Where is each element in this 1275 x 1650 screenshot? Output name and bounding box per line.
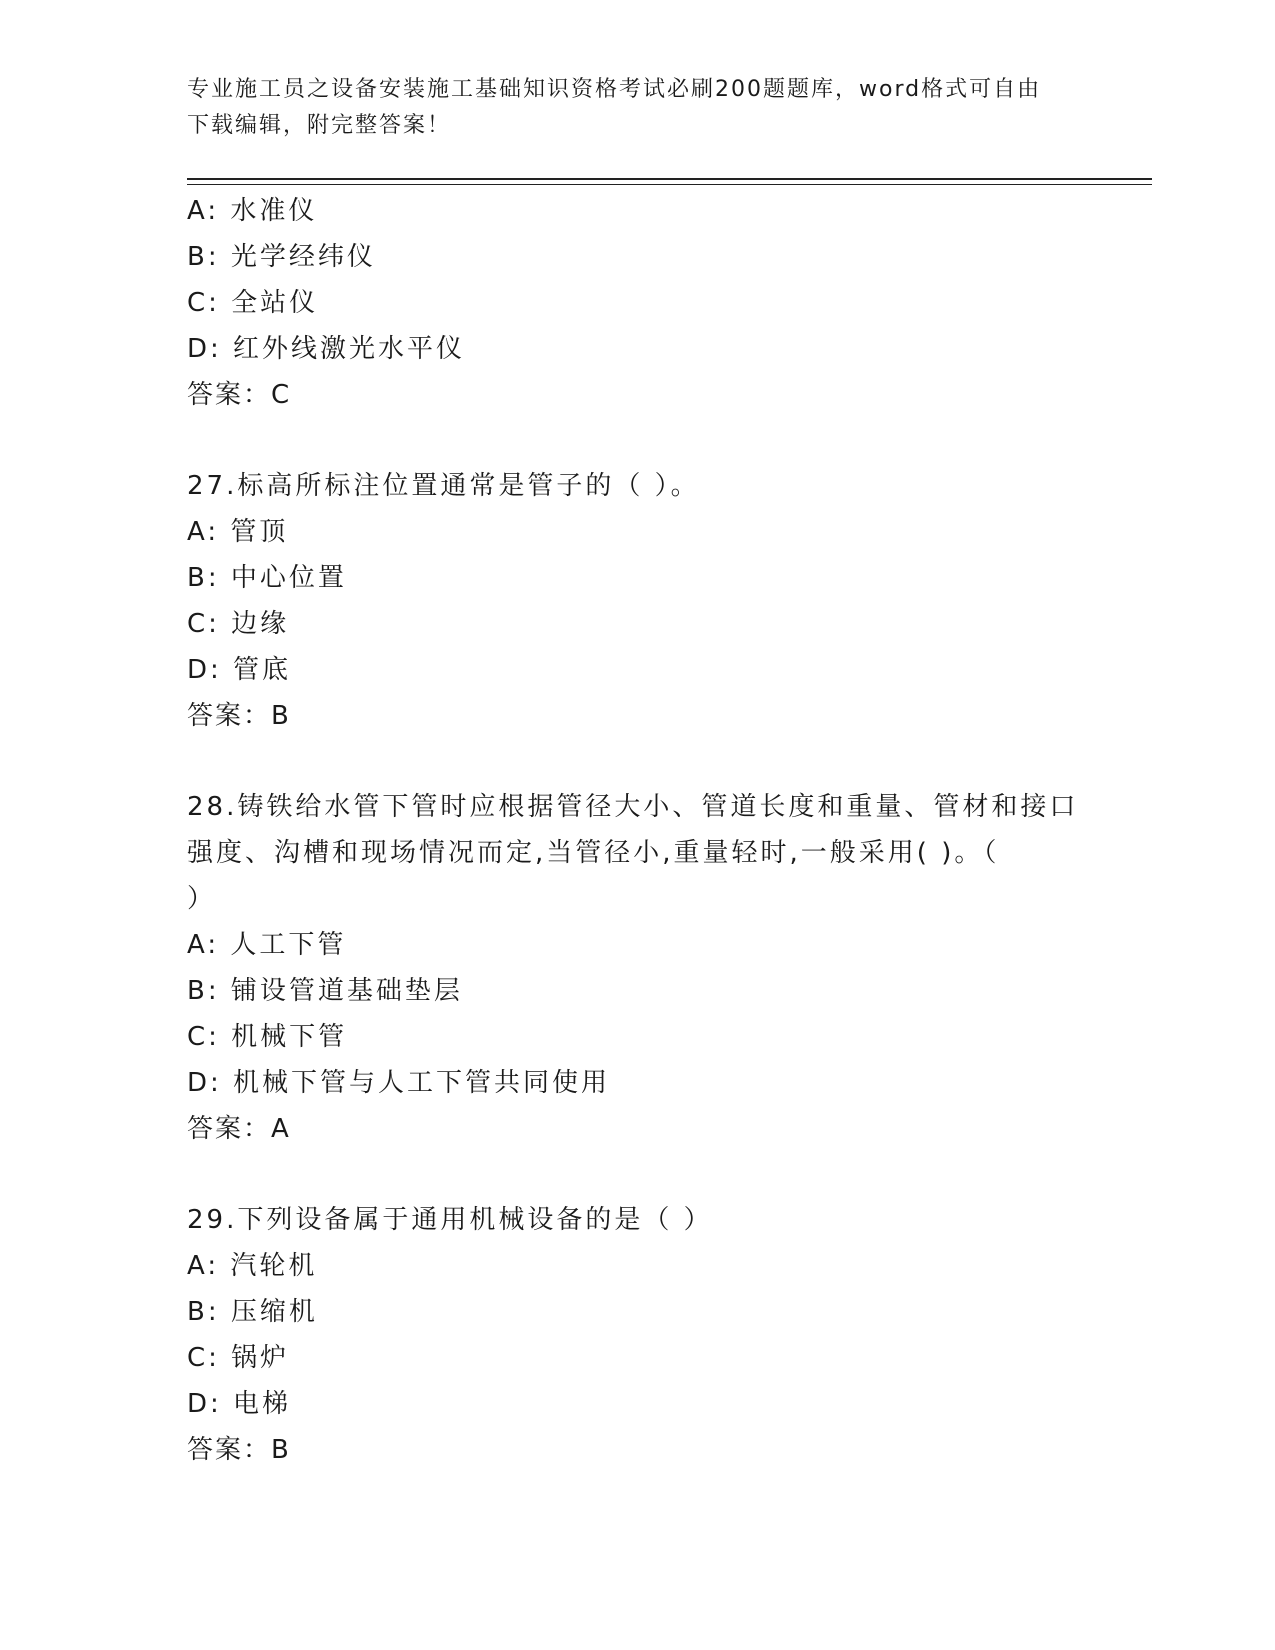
header-divider-thin	[187, 184, 1152, 185]
question-text-line-3: ）	[187, 884, 217, 914]
option-a: A: 汽轮机	[187, 1251, 318, 1281]
option-b: B: 中心位置	[187, 563, 347, 593]
option-c: C: 机械下管	[187, 1022, 348, 1052]
option-a: A: 人工下管	[187, 930, 347, 960]
answer-line: 答案：C	[187, 380, 292, 410]
option-b: B: 光学经纬仪	[187, 242, 376, 272]
option-c: C: 锅炉	[187, 1343, 290, 1373]
header-line-2: 下载编辑，附完整答案！	[187, 113, 452, 138]
spacer	[187, 739, 1087, 784]
answer-line: 答案：A	[187, 1114, 291, 1144]
spacer	[187, 1152, 1087, 1197]
question-text: 29.下列设备属于通用机械设备的是（ ）	[187, 1205, 713, 1235]
question-text: 27.标高所标注位置通常是管子的（ ）。	[187, 471, 700, 501]
question-text-line-2: 强度、沟槽和现场情况而定,当管径小,重量轻时,一般采用( )。（	[187, 838, 1000, 868]
header-line-1: 专业施工员之设备安装施工基础知识资格考试必刷200题题库，word格式可自由	[187, 77, 1042, 102]
question-text-line-1: 28.铸铁给水管下管时应根据管径大小、管道长度和重量、管材和接口	[187, 792, 1079, 822]
header-divider-thick	[187, 178, 1152, 180]
question-26	[187, 188, 1087, 418]
answer-line: 答案：B	[187, 1435, 291, 1465]
question-29	[187, 1197, 1087, 1473]
option-b: B: 压缩机	[187, 1297, 318, 1327]
option-c: C: 边缘	[187, 609, 290, 639]
option-d: D: 管底	[187, 655, 292, 685]
option-a: A: 水准仪	[187, 196, 318, 226]
option-d: D: 电梯	[187, 1389, 292, 1419]
spacer	[187, 418, 1087, 463]
question-27	[187, 463, 1087, 739]
option-d: D: 机械下管与人工下管共同使用	[187, 1068, 611, 1098]
option-b: B: 铺设管道基础垫层	[187, 976, 463, 1006]
question-list	[187, 188, 1087, 1473]
question-28	[187, 784, 1087, 1152]
option-d: D: 红外线激光水平仪	[187, 334, 466, 364]
option-a: A: 管顶	[187, 517, 289, 547]
answer-line: 答案：B	[187, 701, 291, 731]
document-header	[187, 72, 1087, 144]
option-c: C: 全站仪	[187, 288, 319, 318]
